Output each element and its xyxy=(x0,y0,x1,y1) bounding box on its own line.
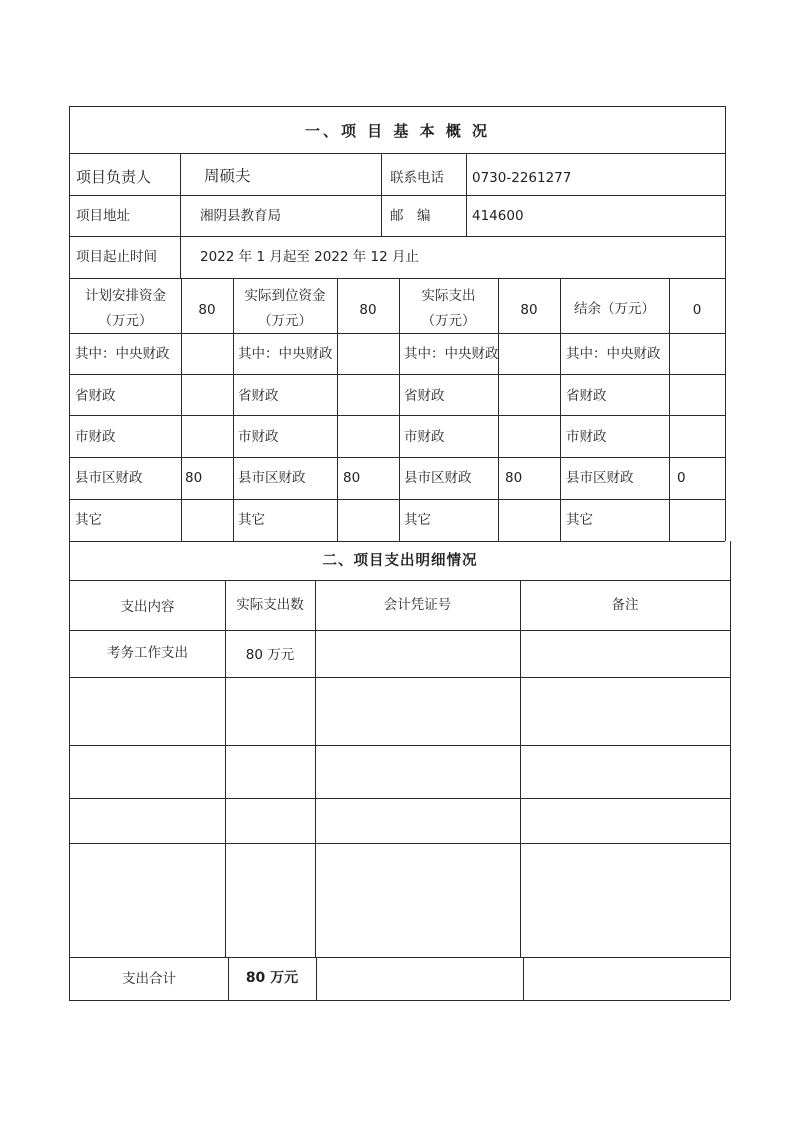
table-rule-vertical xyxy=(180,236,181,278)
table-rule-vertical xyxy=(180,153,181,236)
table-rule-horizontal xyxy=(69,541,725,542)
table-rule-vertical xyxy=(523,957,524,1000)
fund-row-county-value: 80 xyxy=(185,470,203,486)
fund-row-other-label: 其它 xyxy=(238,512,265,528)
table-rule-horizontal xyxy=(69,677,730,678)
fund-header-planned-line2: （万元） xyxy=(98,313,153,329)
table-rule-horizontal xyxy=(69,457,725,458)
person-value: 周硕夫 xyxy=(204,167,251,185)
table-rule-horizontal xyxy=(69,798,730,799)
table-rule-horizontal xyxy=(69,106,725,107)
fund-row-county-label: 县市区财政 xyxy=(566,470,634,486)
table-rule-horizontal xyxy=(69,580,730,581)
table-rule-horizontal xyxy=(69,415,725,416)
table-rule-horizontal xyxy=(69,957,730,958)
fund-row-central-label: 其中：中央财政 xyxy=(238,346,333,362)
fund-row-county-label: 县市区财政 xyxy=(404,470,472,486)
fund-header-balance: 结余（万元） xyxy=(574,301,655,317)
fund-header-received-line2: （万元） xyxy=(258,313,312,329)
table-rule-horizontal xyxy=(69,333,725,334)
table-rule-vertical xyxy=(69,106,70,1000)
fund-row-province-label: 省财政 xyxy=(238,388,279,404)
expense-amount: 80 万元 xyxy=(245,647,295,663)
fund-row-county-value: 80 xyxy=(343,470,361,486)
table-rule-vertical xyxy=(466,153,467,236)
table-rule-horizontal xyxy=(69,153,725,154)
table-rule-vertical xyxy=(725,106,726,541)
table-rule-horizontal xyxy=(69,630,730,631)
fund-row-other-label: 其它 xyxy=(566,512,593,528)
fund-row-county-value: 80 xyxy=(505,470,523,486)
table-rule-vertical xyxy=(560,278,561,541)
column-header-content: 支出内容 xyxy=(120,599,175,615)
period-label: 项目起止时间 xyxy=(76,249,157,265)
fund-value-spent: 80 xyxy=(520,302,538,318)
fund-row-city-label: 市财政 xyxy=(566,429,607,445)
fund-row-city-label: 市财政 xyxy=(238,429,279,445)
fund-header-planned-line1: 计划安排资金 xyxy=(85,288,166,304)
table-rule-vertical xyxy=(181,278,182,541)
table-rule-vertical xyxy=(381,153,382,236)
postcode-label: 邮 编 xyxy=(390,208,431,224)
fund-value-planned: 80 xyxy=(198,302,216,318)
address-label: 项目地址 xyxy=(76,208,130,224)
fund-header-received-line1: 实际到位资金 xyxy=(244,288,326,304)
table-rule-horizontal xyxy=(69,499,725,500)
fund-header-spent-line2: （万元） xyxy=(421,313,476,329)
table-rule-horizontal xyxy=(69,236,725,237)
table-rule-horizontal xyxy=(69,195,725,196)
table-rule-vertical xyxy=(316,957,317,1000)
fund-row-central-label: 其中：中央财政 xyxy=(75,346,170,362)
table-rule-horizontal xyxy=(69,278,725,279)
fund-row-central-label: 其中：中央财政 xyxy=(566,346,661,362)
table-rule-vertical xyxy=(520,580,521,957)
fund-row-county-value: 0 xyxy=(677,470,686,486)
table-rule-vertical xyxy=(337,278,338,541)
column-header-amount: 实际支出数 xyxy=(236,597,304,613)
table-rule-vertical xyxy=(225,580,226,957)
column-header-voucher: 会计凭证号 xyxy=(383,597,452,613)
table-rule-horizontal xyxy=(69,745,730,746)
fund-value-received: 80 xyxy=(359,302,377,318)
fund-row-central-label: 其中：中央财政 xyxy=(404,346,499,362)
fund-value-balance: 0 xyxy=(692,302,702,318)
fund-row-other-label: 其它 xyxy=(404,512,431,528)
phone-label: 联系电话 xyxy=(390,170,444,186)
column-header-note: 备注 xyxy=(611,597,639,613)
fund-row-county-label: 县市区财政 xyxy=(238,470,306,486)
fund-row-province-label: 省财政 xyxy=(566,388,607,404)
section1-title: 一、项 目 基 本 概 况 xyxy=(304,122,491,140)
table-rule-horizontal xyxy=(69,843,730,844)
fund-header-spent-line1: 实际支出 xyxy=(421,288,476,304)
fund-row-city-label: 市财政 xyxy=(75,429,116,445)
table-rule-vertical xyxy=(399,278,400,541)
total-value: 80 万元 xyxy=(245,970,299,986)
table-rule-vertical xyxy=(315,580,316,957)
expense-content: 考务工作支出 xyxy=(107,645,188,661)
postcode-value: 414600 xyxy=(472,208,524,224)
table-rule-horizontal xyxy=(69,374,725,375)
address-value: 湘阴县教育局 xyxy=(200,208,281,224)
table-rule-vertical xyxy=(233,278,234,541)
table-rule-vertical xyxy=(730,541,731,1000)
total-label: 支出合计 xyxy=(122,971,176,987)
table-rule-vertical xyxy=(498,278,499,541)
period-value: 2022 年 1 月起至 2022 年 12 月止 xyxy=(200,249,420,265)
table-rule-vertical xyxy=(669,278,670,541)
person-label: 项目负责人 xyxy=(76,168,152,186)
fund-row-county-label: 县市区财政 xyxy=(75,470,143,486)
fund-row-province-label: 省财政 xyxy=(75,388,116,404)
fund-row-other-label: 其它 xyxy=(75,512,102,528)
fund-row-province-label: 省财政 xyxy=(404,388,445,404)
fund-row-city-label: 市财政 xyxy=(404,429,445,445)
phone-value: 0730-2261277 xyxy=(472,170,572,186)
table-rule-vertical xyxy=(228,957,229,1000)
section2-title: 二、项目支出明细情况 xyxy=(322,553,478,569)
table-rule-horizontal xyxy=(69,1000,730,1001)
